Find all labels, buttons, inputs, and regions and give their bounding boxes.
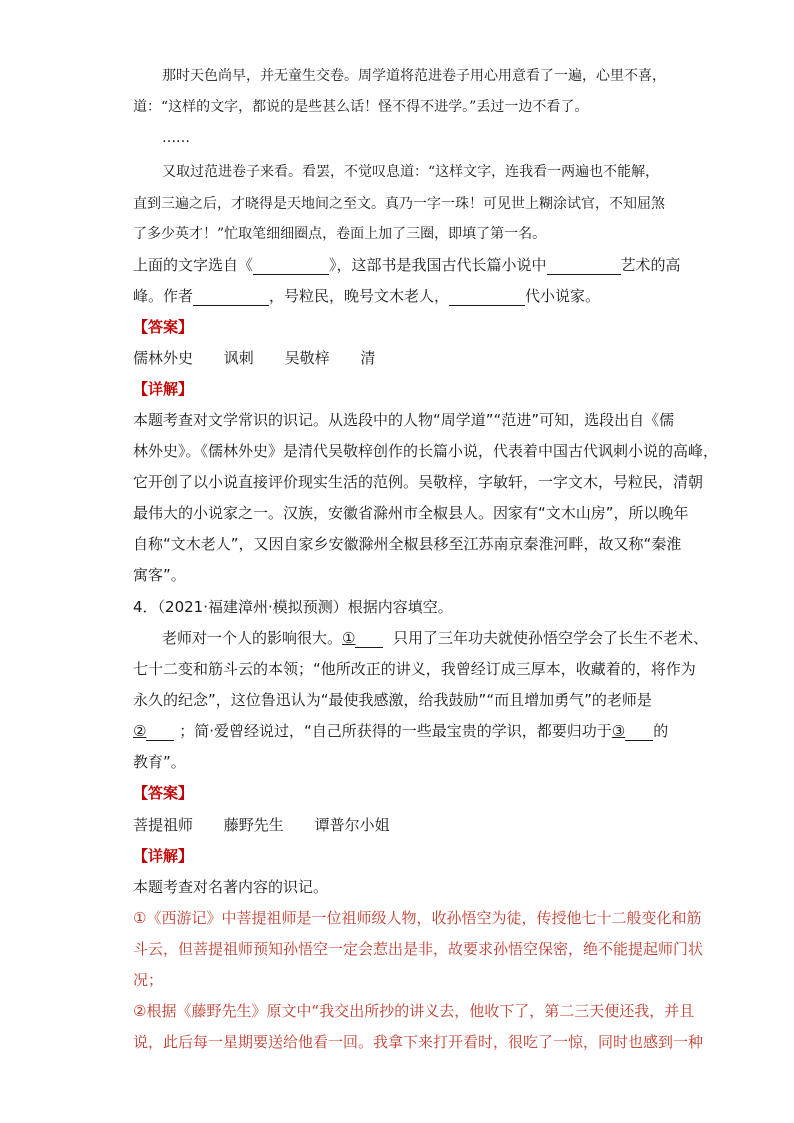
answer-tag: 【答案】 <box>133 318 194 336</box>
answer-row <box>133 815 416 835</box>
answer-item: 清 <box>360 349 376 367</box>
answer-item: 讽刺 <box>223 349 254 367</box>
detail-tag: 【详解】 <box>133 847 194 865</box>
question-line: ② ；简·爱曾经说过，“自己所获得的一些最宝贵的学识，都要归功于③ 的 <box>133 722 669 740</box>
question-line: 老师对一个人的影响很大。① 只用了三年功夫就使孙悟空学会了长生不老术、 <box>162 629 709 647</box>
answer-item: 菩提祖师 <box>133 816 194 834</box>
answer-item: 儒林外史 <box>133 349 194 367</box>
detail-line: 自称“文木老人”，又因自家乡安徽滁州全椒县移至江苏南京秦淮河畔，故又称“秦淮 <box>133 535 682 553</box>
detail-line: 况； <box>133 971 164 989</box>
question-line: 七十二变和筋斗云的本领；“他所改正的讲义，我曾经订成三厚本，收藏着的，将作为 <box>133 660 696 678</box>
answer-item: 吴敬梓 <box>284 349 330 367</box>
fill-blank <box>355 631 383 648</box>
question-line: 峰。作者 ，号粒民，晚号文木老人， 代小说家。 <box>133 287 601 305</box>
detail-line: 说，此后每一星期要送给他看一回。我拿下来打开看时，很吃了一惊，同时也感到一种 <box>133 1033 704 1051</box>
answer-item: 藤野先生 <box>223 816 284 834</box>
answer-row <box>133 348 401 368</box>
excerpt-line: 了多少英才！”忙取笔细细圈点，卷面上加了三圈，即填了第一名。 <box>133 226 547 242</box>
excerpt-line: 又取过范进卷子来看。看罢，不觉叹息道：“这样文字，连我看一两遍也不能解， <box>162 164 660 180</box>
fill-blank <box>146 724 174 741</box>
detail-line: 林外史》。《儒林外史》是清代吴敬梓创作的长篇小说，代表着中国古代讽刺小说的高峰， <box>133 442 719 460</box>
fill-blank <box>625 724 653 741</box>
fill-blank <box>193 289 269 306</box>
fill-blank <box>547 258 621 275</box>
excerpt-line: 道：“这样的文字，都说的是些甚么话！怪不得不进学。”丢过一边不看了。 <box>133 99 589 115</box>
answer-tag: 【答案】 <box>133 784 194 802</box>
fill-blank <box>253 258 329 275</box>
blank-marker: ③ <box>611 722 626 740</box>
question-heading: 4．（2021·福建漳州·模拟预测）根据内容填空。 <box>133 598 453 616</box>
blank-marker: ② <box>133 722 147 740</box>
excerpt-line: 直到三遍之后，才晓得是天地间之至文。真乃一字一珠！可见世上糊涂试官，不知屈煞 <box>133 196 665 212</box>
question-line: 教育”。 <box>133 753 186 771</box>
question-line: 上面的文字选自《 》，这部书是我国古代长篇小说中 艺术的高 <box>133 256 681 274</box>
excerpt-line: 那时天色尚早，并无童生交卷。周学道将范进卷子用心用意看了一遍，心里不喜， <box>162 68 666 84</box>
blank-marker: ① <box>342 629 356 647</box>
detail-line: 最伟大的小说家之一。汉族，安徽省滁州市全椒县人。因家有“文木山房”，所以晚年 <box>133 504 689 522</box>
detail-line: 斗云，但菩提祖师预知孙悟空一定会惹出是非，故要求孙悟空保密，绝不能提起师门状 <box>133 940 704 958</box>
detail-tag: 【详解】 <box>133 380 194 398</box>
answer-item: 谭普尔小姐 <box>314 816 390 834</box>
question-line: 永久的纪念”，这位鲁迅认为“最使我感激，给我鼓励”“而且增加勇气”的老师是 <box>133 691 652 709</box>
detail-line: ②根据《藤野先生》原文中“我交出所抄的讲义去，他收下了，第二三天便还我，并且 <box>133 1002 695 1020</box>
detail-line: ①《西游记》中菩提祖师是一位祖师级人物，收孙悟空为徒，传授他七十二般变化和筋 <box>133 909 702 927</box>
detail-line: 寓客”。 <box>133 566 186 584</box>
excerpt-ellipsis: …… <box>162 130 190 146</box>
detail-line: 它开创了以小说直接评价现实生活的范例。吴敬梓，字敏轩，一字文木，号粒民，清朝 <box>133 473 704 491</box>
detail-line: 本题考查对名著内容的识记。 <box>133 878 329 896</box>
detail-line: 本题考查对文学常识的识记。从选段中的人物“周学道”“范进”可知，选段出自《儒 <box>133 411 675 429</box>
fill-blank <box>449 289 525 306</box>
